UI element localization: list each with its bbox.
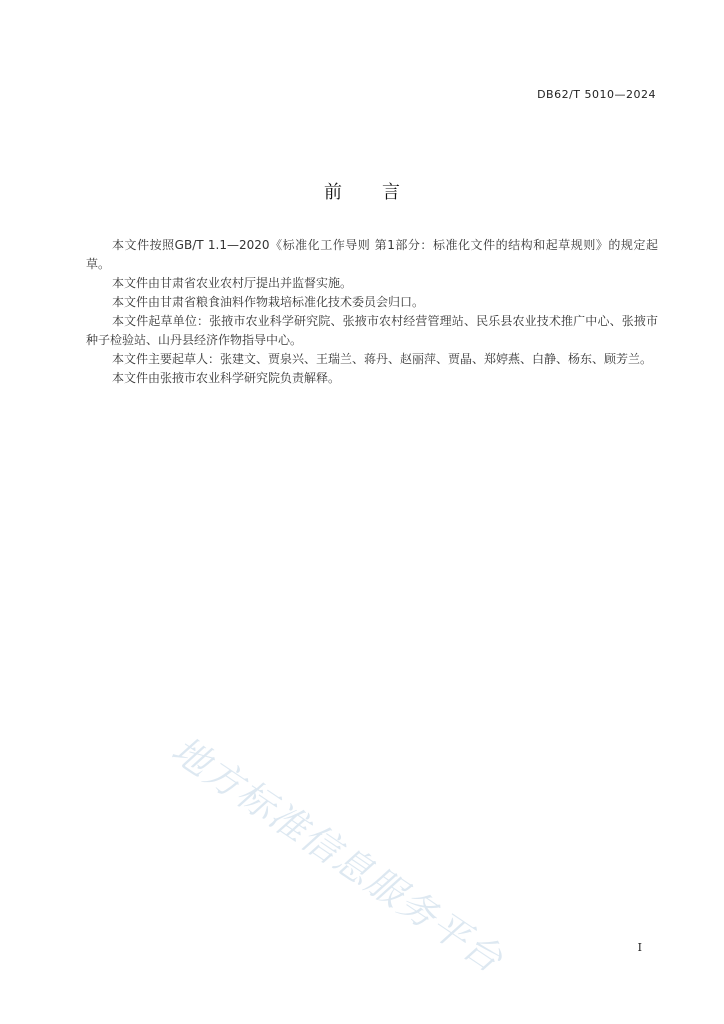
- document-code: DB62/T 5010—2024: [537, 88, 656, 101]
- paragraph-drafters: 本文件主要起草人：张建文、贾泉兴、王瑞兰、蒋丹、赵丽萍、贾晶、郑婷燕、白静、杨东、顾芳兰。: [112, 352, 653, 366]
- foreword-body: [86, 236, 658, 388]
- page-number: I: [637, 941, 642, 954]
- paragraph-proposer: 本文件由甘肃省农业农村厅提出并监督实施。: [112, 276, 353, 290]
- page-title: 前言: [324, 182, 440, 203]
- paragraph-drafting-rules: 本文件按照GB/T 1.1—2020《标准化工作导则 第1部分：标准化文件的结构和起草规则》的规定起草。: [86, 238, 658, 271]
- paragraph-drafting-units: 本文件起草单位：张掖市农业科学研究院、张掖市农村经营管理站、民乐县农业技术推广中心、张掖市种子检验站、山丹县经济作物指导中心。: [86, 314, 658, 347]
- paragraph-interpretation: 本文件由张掖市农业科学研究院负责解释。: [112, 371, 341, 385]
- watermark: 地方标准信息服务平台: [164, 728, 512, 982]
- paragraph-committee: 本文件由甘肃省粮食油料作物栽培标准化技术委员会归口。: [112, 295, 425, 309]
